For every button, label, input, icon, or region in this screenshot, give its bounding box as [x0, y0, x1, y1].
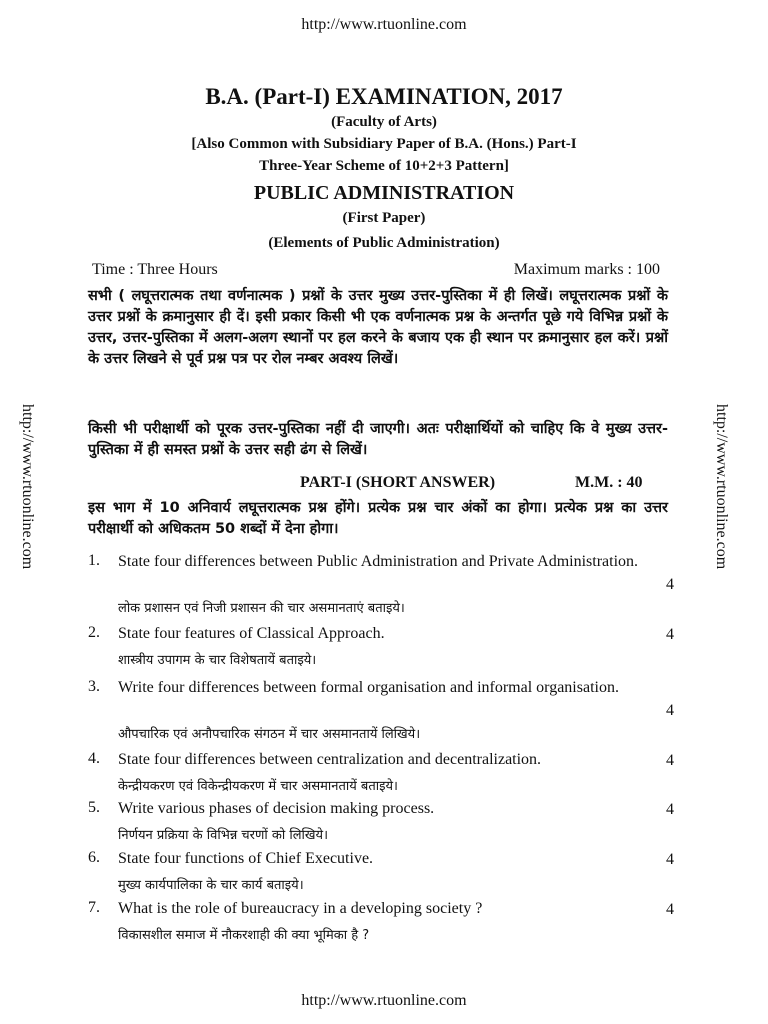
question-2 — [88, 624, 688, 668]
question-text: State four differences between Public Administration and Private Administration. — [118, 553, 639, 570]
common-line-2: Three-Year Scheme of 10+2+3 Pattern] — [259, 158, 509, 174]
question-text: State four differences between centralization and decentralization. — [118, 751, 542, 768]
question-text-hindi: औपचारिक एवं अनौपचारिक संगठन में चार असमानतायें लिखिये। — [118, 727, 421, 742]
question-number: 4. — [88, 750, 100, 767]
question-number: 6. — [88, 849, 100, 866]
question-text: Write four differences between formal organisation and informal organisation. — [118, 679, 619, 696]
question-number: 1. — [88, 552, 100, 569]
part1-max-marks: M.M. : 40 — [575, 474, 643, 491]
site-url-top[interactable]: http://www.rtuonline.com — [301, 16, 467, 33]
common-line-1: [Also Common with Subsidiary Paper of B.A. (Hons.) Part-I — [191, 136, 577, 152]
question-marks: 4 — [666, 702, 674, 719]
maximum-marks: Maximum marks : 100 — [513, 261, 660, 278]
question-marks: 4 — [666, 626, 674, 643]
question-6 — [88, 849, 688, 893]
question-text-hindi: केन्द्रीयकरण एवं विकेन्द्रीयकरण में चार असमानतायें बताइये। — [118, 779, 398, 794]
paper-number: (First Paper) — [342, 210, 426, 226]
question-text-hindi: लोक प्रशासन एवं निजी प्रशासन की चार असमानताएं बताइये। — [118, 601, 405, 616]
question-marks: 4 — [666, 576, 674, 593]
exam-title: B.A. (Part-I) EXAMINATION, 2017 — [205, 84, 563, 109]
question-text-hindi: शास्त्रीय उपागम के चार विशेषतायें बताइये। — [118, 653, 317, 668]
question-marks: 4 — [666, 752, 674, 769]
site-url-right: http://www.rtuonline.com — [713, 404, 730, 570]
site-url-left: http://www.rtuonline.com — [19, 404, 36, 570]
time-allowed: Time : Three Hours — [92, 261, 218, 278]
question-text: Write various phases of decision making process. — [118, 800, 435, 817]
question-3 — [88, 678, 688, 742]
question-text-hindi: विकासशील समाज में नौकरशाही की क्या भूमिका है ? — [118, 928, 370, 943]
question-7 — [88, 899, 688, 943]
subject-title: PUBLIC ADMINISTRATION — [253, 182, 515, 204]
question-text: State four functions of Chief Executive. — [118, 850, 374, 867]
question-text: What is the role of bureaucracy in a developing society ? — [118, 900, 483, 917]
site-url-bottom[interactable]: http://www.rtuonline.com — [301, 992, 467, 1009]
question-text: State four features of Classical Approach. — [118, 625, 385, 642]
question-marks: 4 — [666, 851, 674, 868]
question-4 — [88, 750, 688, 794]
part1-heading: PART-I (SHORT ANSWER) — [300, 474, 496, 491]
part1-instructions: इस भाग में 10 अनिवार्य लघूत्तरात्मक प्रश्न होंगे। प्रत्येक प्रश्न चार अंकों का होगा। प्रत्येक प्रश्न का उत्तर परीक्षार्थी को अधिकतम 50 शब्दों में देना होगा। — [88, 500, 668, 537]
question-text-hindi: निर्णयन प्रक्रिया के विभिन्न चरणों को लिखिये। — [118, 828, 329, 843]
instructions-para-2: किसी भी परीक्षार्थी को पूरक उत्तर-पुस्तिका नहीं दी जाएगी। अतः परीक्षार्थियों को चाहिए कि वे मुख्य उत्तर-पुस्तिका में ही समस्त प्रश्नों के उत्तर सही ढंग से लिखें। — [88, 421, 668, 458]
question-marks: 4 — [666, 901, 674, 918]
faculty-line: (Faculty of Arts) — [331, 114, 437, 130]
question-1 — [88, 552, 688, 616]
question-text-hindi: मुख्य कार्यपालिका के चार कार्य बताइये। — [118, 878, 304, 893]
paper-title: (Elements of Public Administration) — [268, 235, 500, 251]
instructions-para-1: सभी ( लघूत्तरात्मक तथा वर्णनात्मक ) प्रश्नों के उत्तर मुख्य उत्तर-पुस्तिका में ही लिखें। लघूत्तरात्मक प्रश्नों के उत्तर प्रश्नों के क्रमानुसार ही दें। इसी प्रकार किसी भी एक वर्णनात्मक प्रश्न के अन्तर्गत पूछे गये विभिन्न प्रश्नों के उत्तर, उत्तर-पुस्तिका में अलग-अलग स्थानों पर हल करने के बजाय एक ही स्थान पर क्रमानुसार हल करें। प्रश्नों के उत्तर लिखने से पूर्व प्रश्न पत्र पर रोल नम्बर अवश्य लिखें। — [88, 288, 668, 367]
time-marks-row — [92, 261, 660, 279]
question-marks: 4 — [666, 801, 674, 818]
question-5 — [88, 799, 688, 843]
question-number: 7. — [88, 899, 100, 916]
question-number: 5. — [88, 799, 100, 816]
question-number: 3. — [88, 678, 100, 695]
question-number: 2. — [88, 624, 100, 641]
